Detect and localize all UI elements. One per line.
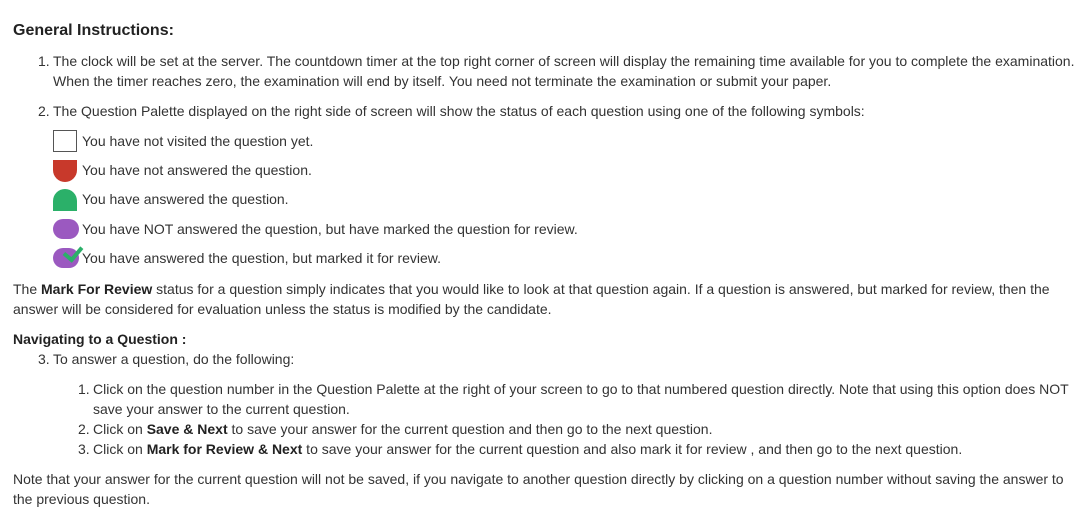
sub-instruction-3 — [78, 439, 1078, 459]
note-text: The — [13, 281, 42, 297]
instruction-text: The clock will be set at the server. The countdown timer at the top right corner of screen will display the remaining time available for you to complete the examination. — [53, 53, 1075, 69]
instruction-text-continued: save your answer to the current question. — [93, 401, 350, 417]
sub-instruction-2 — [78, 419, 1078, 439]
sub-instruction-1 — [78, 379, 1078, 419]
instruction-text: The Question Palette displayed on the right side of screen will show the status of each question using one of the following symbols: — [53, 103, 865, 119]
note-text: status for a question simply indicates that you would like to look at that question again. If a question is answered, but marked for review, then the — [152, 281, 1050, 297]
item-number: 1. — [38, 53, 50, 69]
mark-review-next-term: Mark for Review & Next — [146, 441, 303, 457]
answered-icon — [53, 189, 77, 211]
mark-for-review-note — [13, 279, 1078, 319]
legend-label: You have NOT answered the question, but have marked the question for review. — [82, 221, 578, 237]
checkmark-icon — [63, 241, 84, 263]
instruction-text-continued: When the timer reaches zero, the examination will end by itself. You need not terminate the examination or submit your paper. — [53, 73, 832, 89]
section-heading: Navigating to a Question : — [13, 331, 187, 347]
mark-for-review-term: Mark For Review — [41, 281, 153, 297]
page-title: General Instructions: — [13, 22, 174, 39]
item-number: 3. — [78, 441, 90, 457]
legend-label: You have not visited the question yet. — [82, 133, 314, 149]
instruction-item-3 — [38, 349, 1083, 369]
instruction-text: to save your answer for the current question and then go to the next question. — [227, 421, 713, 437]
legend-label: You have answered the question. — [82, 191, 289, 207]
answered-marked-for-review-icon — [53, 248, 79, 268]
instruction-text: Click on — [93, 421, 147, 437]
instruction-text: to save your answer for the current question and also mark it for review , and then go to the next question. — [302, 441, 963, 457]
instruction-text: Click on — [93, 441, 147, 457]
save-next-term: Save & Next — [146, 421, 228, 437]
instruction-text: Click on the question number in the Question Palette at the right of your screen to go to that numbered question directly. Note that using this option does NOT — [93, 381, 1069, 397]
not-answered-icon — [53, 160, 77, 182]
final-note — [13, 469, 1078, 509]
item-number: 3. — [38, 351, 50, 367]
item-number: 2. — [38, 103, 50, 119]
note-text-continued: answer will be considered for evaluation unless the status is modified by the candidate. — [13, 301, 552, 317]
legend-label: You have answered the question, but marked it for review. — [82, 250, 442, 266]
legend-label: You have not answered the question. — [82, 162, 312, 178]
note-text: Note that your answer for the current question will not be saved, if you navigate to another question directly by clicking on a question number without saving the answer to — [13, 471, 1064, 487]
not-visited-icon — [53, 130, 77, 152]
instruction-item-2 — [38, 101, 1083, 121]
marked-for-review-icon — [53, 219, 79, 239]
note-text-continued: the previous question. — [13, 491, 150, 507]
item-number: 2. — [78, 421, 90, 437]
instruction-item-1 — [38, 51, 1083, 91]
instruction-text: To answer a question, do the following: — [53, 351, 295, 367]
item-number: 1. — [78, 381, 90, 397]
